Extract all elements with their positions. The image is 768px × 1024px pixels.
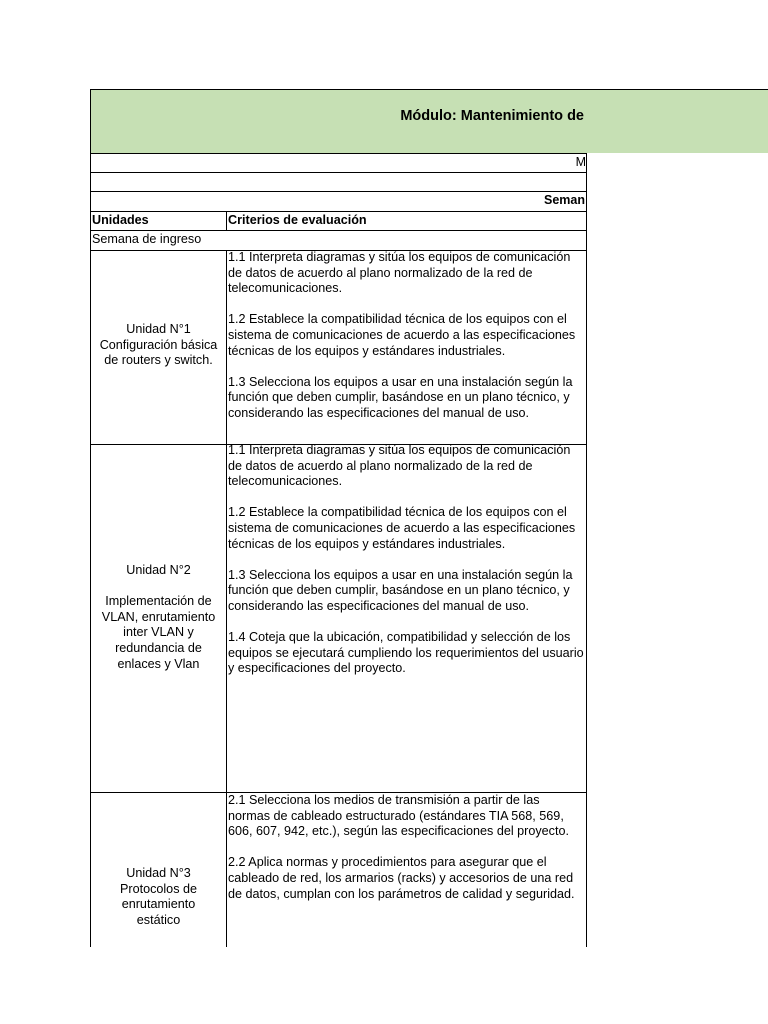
grid-line <box>90 89 91 947</box>
intake-week-label: Semana de ingreso <box>92 232 202 246</box>
grid-line <box>90 153 586 154</box>
week-header-fragment: Seman <box>544 193 585 207</box>
unit-3-line: estático <box>136 912 181 927</box>
unit-2-criteria <box>228 443 584 791</box>
unit-3-line: Unidad N°3 <box>126 866 191 880</box>
criteria-column-header: Criterios de evaluación <box>228 213 367 227</box>
unit-2-line: redundancia de <box>115 640 202 655</box>
unit-3-line: Protocolos de <box>119 881 197 896</box>
criterion-text: 1.4 Coteja que la ubicación, compatibilidad y selección de los equipos se ejecutará cumpliendo los requerimientos del usuario y especificaciones del proyecto. <box>228 630 584 676</box>
unit-2-line: Implementación de <box>105 594 212 609</box>
grid-line <box>90 230 586 231</box>
grid-line <box>90 172 586 173</box>
grid-line <box>90 211 586 212</box>
unit-1-line: Unidad N°1 <box>126 322 191 336</box>
unit-3-name <box>91 866 226 928</box>
grid-line <box>90 191 586 192</box>
unit-3-line: enrutamiento <box>121 897 196 912</box>
criterion-text: 1.3 Selecciona los equipos a usar en una instalación según la función que deben cumplir, basándose en un plano técnico, y considerando las especificaciones del manual de uso. <box>228 567 573 613</box>
criterion-text: 1.1 Interpreta diagramas y sitúa los equipos de comunicación de datos de acuerdo al plano normalizado de la red de telecomunicaciones. <box>228 250 571 296</box>
unit-2-line: inter VLAN y <box>123 625 194 640</box>
criterion-text: 1.3 Selecciona los equipos a usar en una instalación según la función que deben cumplir, basándose en un plano técnico, y considerando las especificaciones del manual de uso. <box>228 374 573 420</box>
unit-2-line: enlaces y Vlan <box>117 656 200 671</box>
module-title: Módulo: Mantenimiento de <box>400 108 584 124</box>
grid-line <box>90 89 768 90</box>
criterion-text: 2.1 Selecciona los medios de transmisión a partir de las normas de cableado estructurado (estándares TIA 568, 569, 606, 607, 942, etc.), según las especificaciones del proyecto. <box>228 793 569 839</box>
units-column-header: Unidades <box>92 213 149 227</box>
unit-2-line: VLAN, enrutamiento <box>101 609 216 624</box>
grid-line <box>226 211 227 230</box>
criterion-text: 1.2 Establece la compatibilidad técnica de los equipos con el sistema de comunicaciones de acuerdo a las especificaciones técnicas de los equipos y estándares industriales. <box>228 505 576 551</box>
unit-2-name <box>91 563 226 672</box>
unit-2-line: Unidad N°2 <box>126 563 191 577</box>
unit-1-line: Configuración básica <box>99 337 218 352</box>
grid-line <box>586 153 587 947</box>
unit-1-criteria <box>228 250 584 444</box>
header-row-fragment: M <box>575 155 586 169</box>
unit-1-line: de routers y switch. <box>104 353 213 368</box>
criterion-text: 1.1 Interpreta diagramas y sitúa los equipos de comunicación de datos de acuerdo al plano normalizado de la red de telecomunicaciones. <box>228 443 571 489</box>
unit-3-criteria <box>228 793 584 947</box>
unit-2-line <box>91 579 226 595</box>
unit-1-name <box>91 322 226 369</box>
criterion-text: 1.2 Establece la compatibilidad técnica de los equipos con el sistema de comunicaciones de acuerdo a las especificaciones técnicas de los equipos y estándares industriales. <box>228 312 576 358</box>
grid-line <box>226 250 227 947</box>
criterion-text: 2.2 Aplica normas y procedimientos para asegurar que el cableado de red, los armarios (racks) y accesorios de una red de datos, cumplan con los parámetros de calidad y seguridad. <box>228 855 575 901</box>
